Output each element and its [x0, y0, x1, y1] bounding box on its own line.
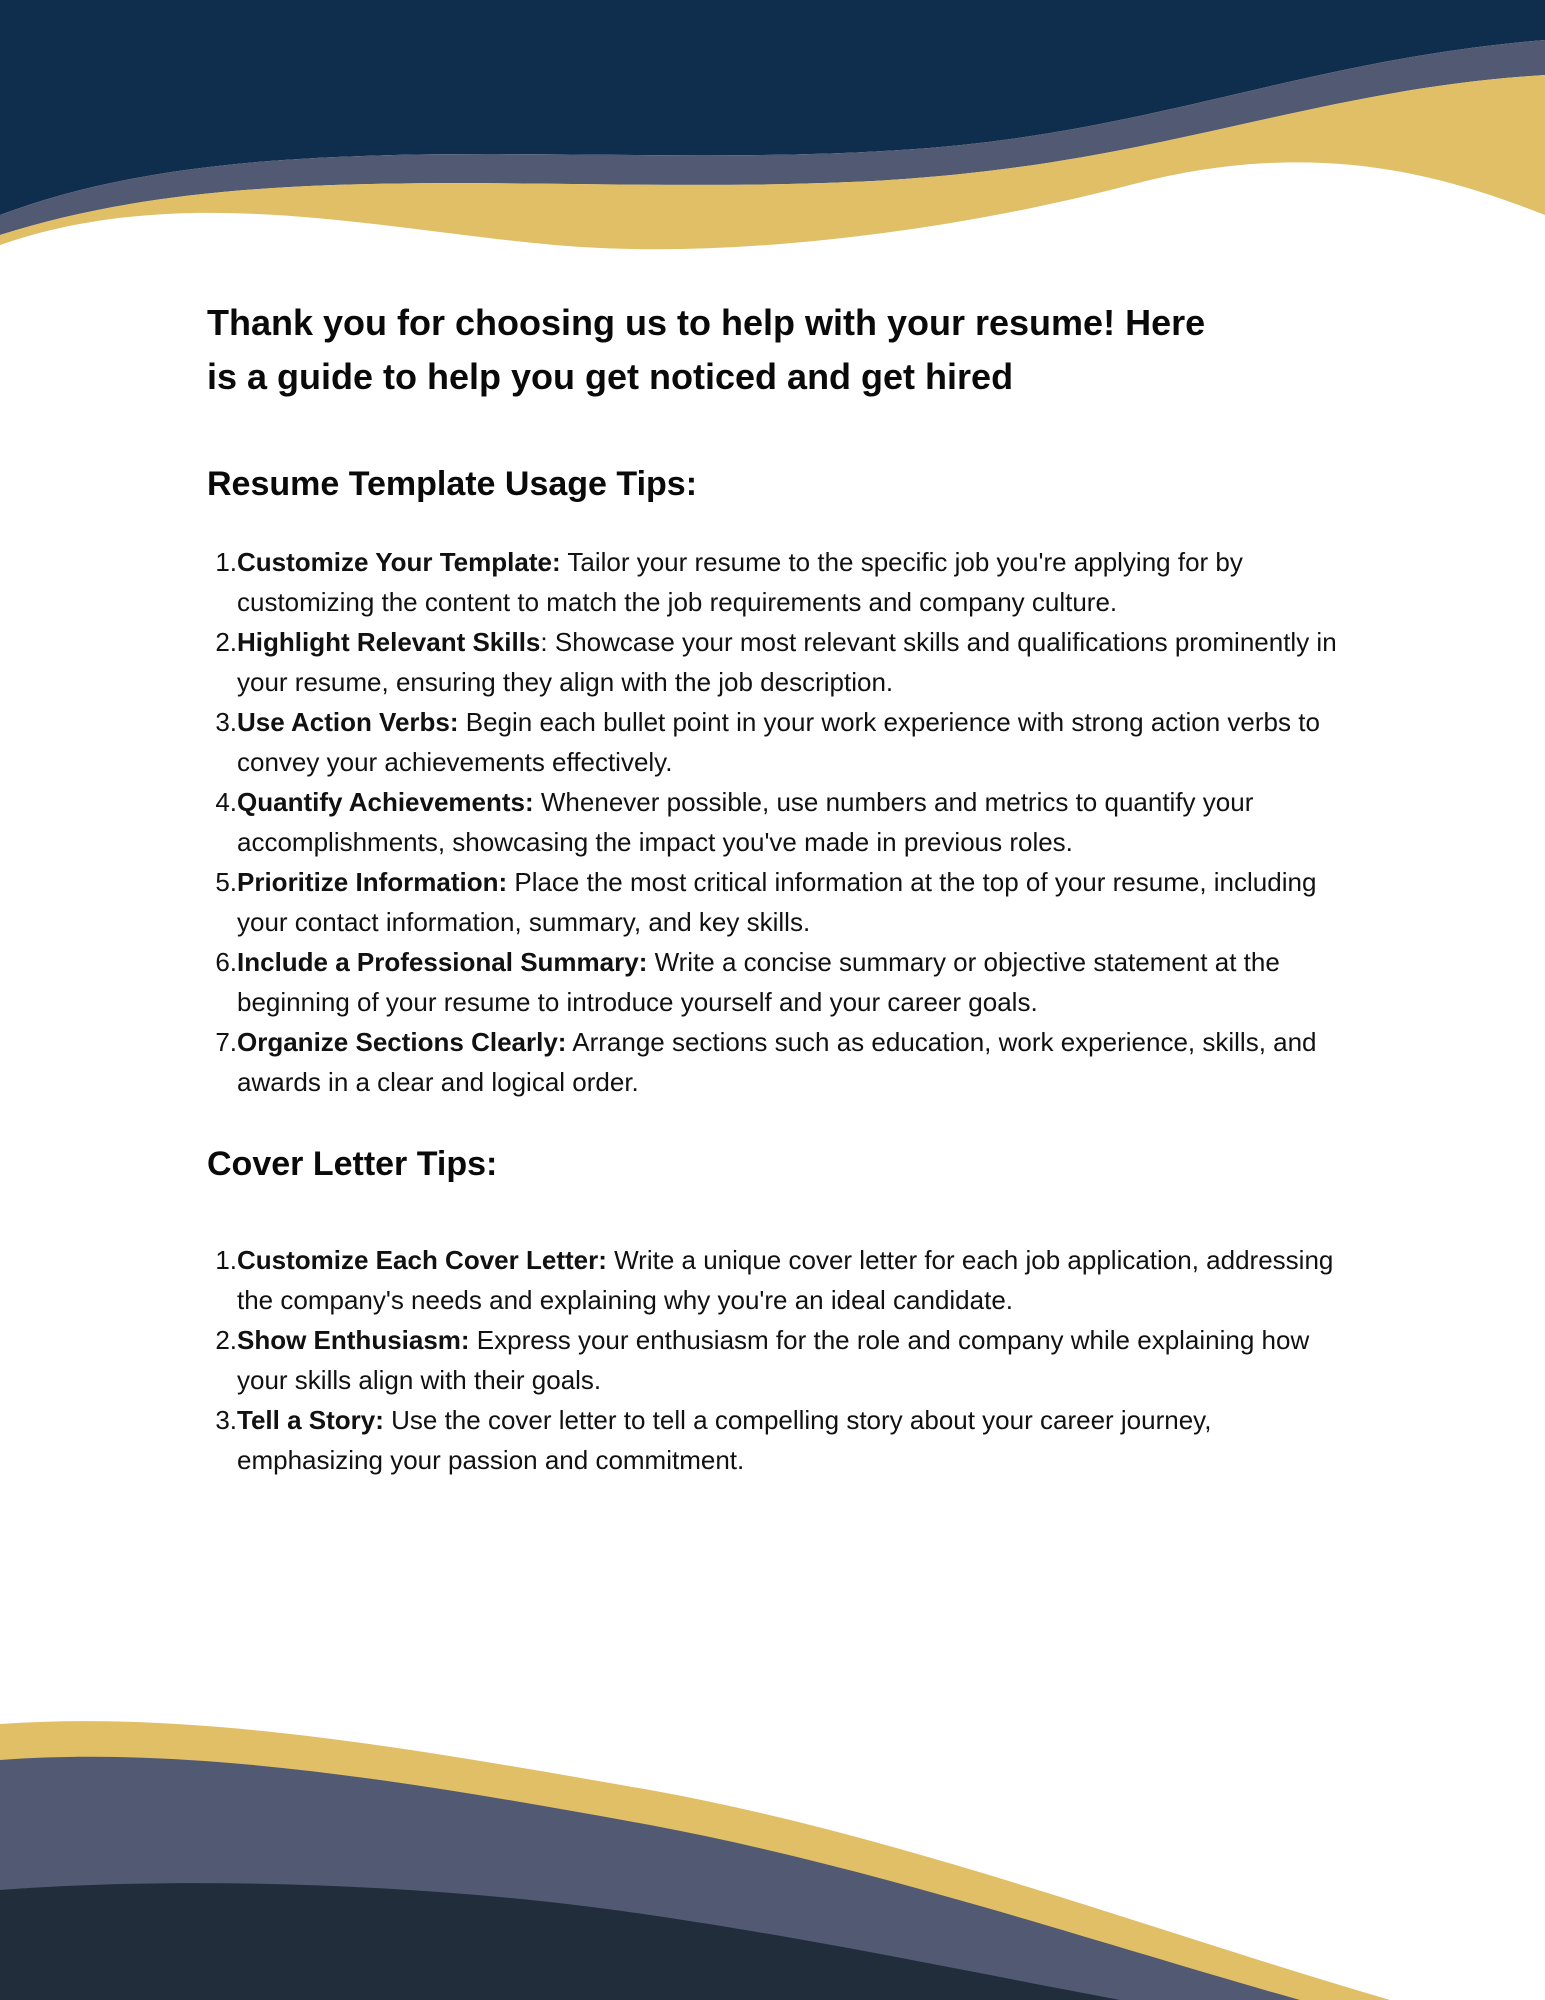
list-number: 2.	[215, 627, 237, 657]
tip-term: Organize Sections Clearly:	[237, 1027, 567, 1057]
tip-text: Express your enthusiasm for the role and company while explaining how your skills align with their goals.	[237, 1325, 1310, 1395]
list-item-body	[237, 1320, 1347, 1400]
tip-text: Begin each bullet point in your work experience with strong action verbs to convey your achievements effectively.	[237, 707, 1320, 777]
list-item-body	[237, 1400, 1347, 1480]
list-item	[207, 542, 1347, 622]
list-number: 2.	[215, 1325, 237, 1355]
tip-term: Tell a Story:	[237, 1405, 384, 1435]
list-item	[207, 942, 1347, 1022]
list-item-body	[237, 782, 1347, 862]
list-item-body	[237, 1240, 1347, 1320]
tip-term: Customize Each Cover Letter:	[237, 1245, 607, 1275]
tip-text: Place the most critical information at the top of your resume, including your contact information, summary, and key skills.	[237, 867, 1317, 937]
list-number: 5.	[215, 867, 237, 897]
list-item	[207, 862, 1347, 942]
tip-text: Write a unique cover letter for each job application, addressing the company's needs and explaining why you're an ideal candidate.	[237, 1245, 1334, 1315]
list-item-body	[237, 942, 1347, 1022]
list-number: 3.	[215, 1405, 237, 1435]
list-item-body	[237, 542, 1347, 622]
list-number: 4.	[215, 787, 237, 817]
cover-letter-tips-list	[207, 1240, 1347, 1480]
tip-term: Prioritize Information:	[237, 867, 508, 897]
list-item-body	[237, 862, 1347, 942]
top-wave-decoration	[0, 0, 1545, 260]
list-item	[207, 622, 1347, 702]
tip-term: Customize Your Template:	[237, 547, 561, 577]
list-number: 3.	[215, 707, 237, 737]
list-number: 1.	[215, 547, 237, 577]
list-item-body	[237, 702, 1347, 782]
tip-term: Use Action Verbs:	[237, 707, 459, 737]
list-item	[207, 782, 1347, 862]
list-number: 1.	[215, 1245, 237, 1275]
tip-text: : Showcase your most relevant skills and qualifications prominently in your resume, ensuring they align with the job description.	[237, 627, 1337, 697]
tip-text: Whenever possible, use numbers and metrics to quantify your accomplishments, showcasing the impact you've made in previous roles.	[237, 787, 1254, 857]
list-item-body	[237, 1022, 1347, 1102]
tip-text: Arrange sections such as education, work experience, skills, and awards in a clear and logical order.	[237, 1027, 1317, 1097]
list-item	[207, 1240, 1347, 1320]
list-item	[207, 1400, 1347, 1480]
list-item	[207, 702, 1347, 782]
intro-line-1: Thank you for choosing us to help with your resume! Here	[207, 302, 1206, 343]
intro-heading	[207, 296, 1347, 404]
resume-tips-title: Resume Template Usage Tips:	[207, 465, 698, 503]
list-item	[207, 1320, 1347, 1400]
tip-term: Include a Professional Summary:	[237, 947, 648, 977]
tip-term: Quantify Achievements:	[237, 787, 534, 817]
tip-text: Tailor your resume to the specific job you're applying for by customizing the content to match the job requirements and company culture.	[237, 547, 1243, 617]
tip-term: Show Enthusiasm:	[237, 1325, 470, 1355]
tip-term: Highlight Relevant Skills	[237, 627, 541, 657]
list-item-body	[237, 622, 1347, 702]
bottom-wave-decoration	[0, 1700, 1545, 2000]
resume-tips-list	[207, 542, 1347, 1102]
intro-line-2: is a guide to help you get noticed and get hired	[207, 356, 1014, 397]
list-item	[207, 1022, 1347, 1102]
cover-letter-tips-title: Cover Letter Tips:	[207, 1145, 498, 1183]
document-content	[207, 296, 1347, 1480]
list-number: 7.	[215, 1027, 237, 1057]
tip-text: Write a concise summary or objective statement at the beginning of your resume to introduce yourself and your career goals.	[237, 947, 1280, 1017]
list-number: 6.	[215, 947, 237, 977]
tip-text: Use the cover letter to tell a compelling story about your career journey, emphasizing your passion and commitment.	[237, 1405, 1212, 1475]
